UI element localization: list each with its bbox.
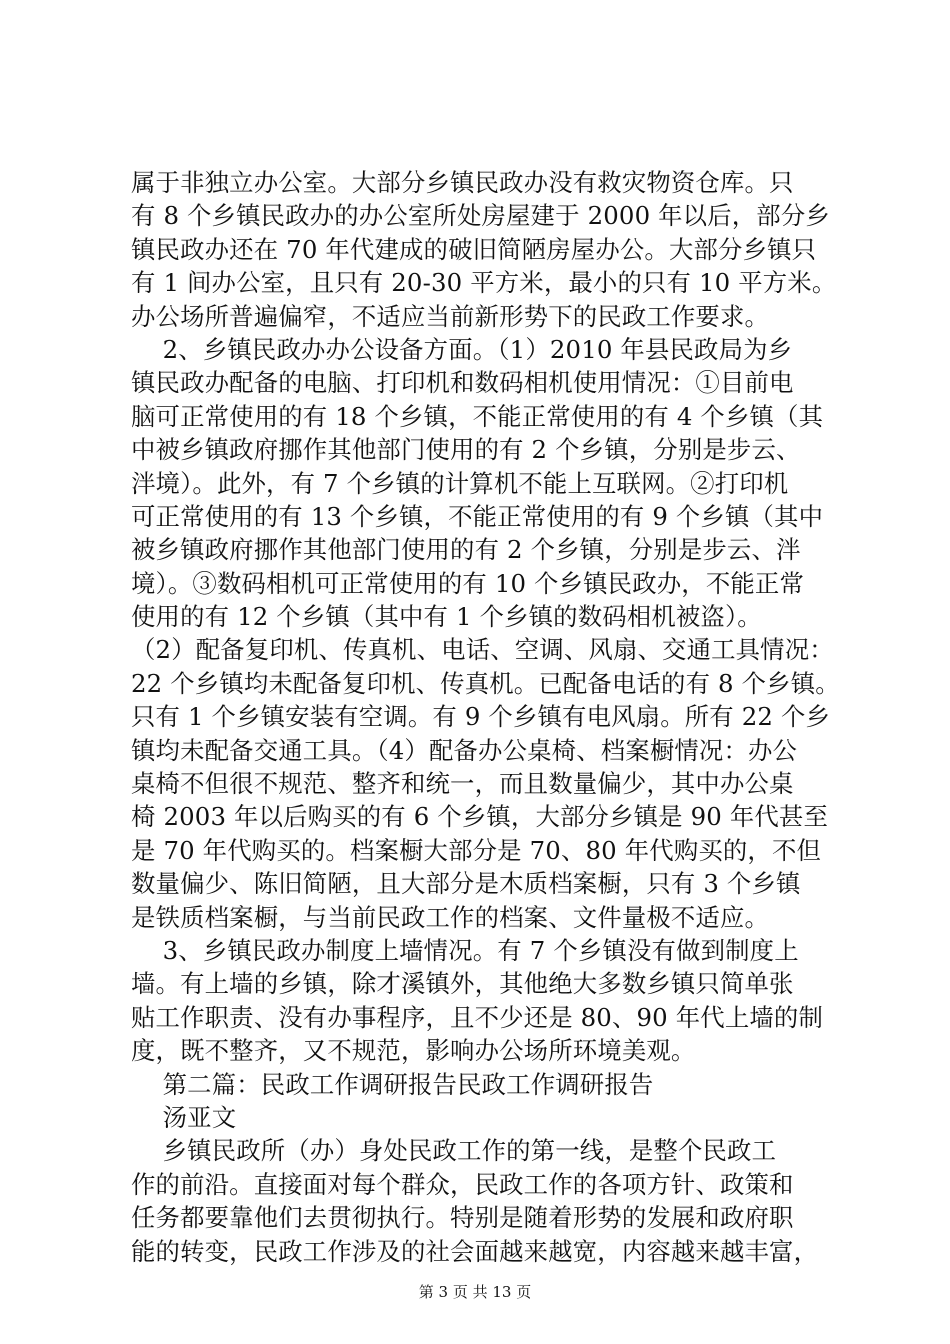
text-line: 乡镇民政所（办）身处民政工作的第一线，是整个民政工	[131, 1136, 777, 1166]
text-line: 镇民政办还在 70 年代建成的破旧简陋房屋办公。大部分乡镇只	[131, 234, 817, 264]
text-line: 22 个乡镇均未配备复印机、传真机。已配备电话的有 8 个乡镇。	[131, 668, 840, 698]
text-line: 墙。有上墙的乡镇，除才溪镇外，其他绝大多数乡镇只简单张	[131, 969, 794, 999]
text-line: 镇民政办配备的电脑、打印机和数码相机使用情况：①目前电	[131, 368, 794, 398]
text-line: 2、乡镇民政办办公设备方面。（1）2010 年县民政局为乡	[131, 334, 793, 364]
text-line: 可正常使用的有 13 个乡镇，不能正常使用的有 9 个乡镇（其中	[131, 501, 824, 531]
text-line: 是铁质档案橱，与当前民政工作的档案、文件量极不适应。	[131, 902, 770, 932]
text-line: 能的转变，民政工作涉及的社会面越来越宽，内容越来越丰富，	[131, 1236, 819, 1266]
text-line: 数量偏少、陈旧简陋，且大部分是木质档案橱，只有 3 个乡镇	[131, 869, 801, 899]
text-line: 中被乡镇政府挪作其他部门使用的有 2 个乡镇，分别是步云、	[131, 435, 801, 465]
text-line: 境）。③数码相机可正常使用的有 10 个乡镇民政办，不能正常	[131, 568, 805, 598]
text-line: 泮境）。此外，有 7 个乡镇的计算机不能上互联网。②打印机	[131, 468, 789, 498]
text-line: 只有 1 个乡镇安装有空调。有 9 个乡镇有电风扇。所有 22 个乡	[131, 702, 831, 732]
text-line: 桌椅不但很不规范、整齐和统一，而且数量偏少，其中办公桌	[131, 769, 794, 799]
text-line: 作的前沿。直接面对每个群众，民政工作的各项方针、政策和	[131, 1169, 794, 1199]
text-line: 是 70 年代购买的。档案橱大部分是 70、80 年代购买的，不但	[131, 835, 822, 865]
text-line: （2）配备复印机、传真机、电话、空调、风扇、交通工具情况：	[131, 635, 834, 665]
text-line: 贴工作职责、没有办事程序，且不少还是 80、90 年代上墙的制	[131, 1002, 823, 1032]
page-number-footer: 第 3 页 共 13 页	[418, 1283, 532, 1301]
text-line: 有 1 间办公室，且只有 20-30 平方米，最小的只有 10 平方米。	[131, 268, 837, 298]
text-line: 办公场所普遍偏窄，不适应当前新形势下的民政工作要求。	[131, 301, 770, 331]
text-line: 脑可正常使用的有 18 个乡镇，不能正常使用的有 4 个乡镇（其	[131, 401, 824, 431]
text-line: 度，既不整齐，又不规范，影响办公场所环境美观。	[131, 1036, 696, 1066]
text-line: 椅 2003 年以后购买的有 6 个乡镇，大部分乡镇是 90 年代甚至	[131, 802, 828, 832]
text-line: 有 8 个乡镇民政办的办公室所处房屋建于 2000 年以后，部分乡	[131, 201, 830, 231]
text-line: 被乡镇政府挪作其他部门使用的有 2 个乡镇，分别是步云、泮	[131, 535, 801, 565]
document-body	[131, 166, 840, 1268]
text-line: 镇均未配备交通工具。（4）配备办公桌椅、档案橱情况：办公	[131, 735, 798, 765]
text-line: 任务都要靠他们去贯彻执行。特别是随着形势的发展和政府职	[131, 1203, 794, 1233]
text-line: 3、乡镇民政办制度上墙情况。有 7 个乡镇没有做到制度上	[131, 935, 799, 965]
author-line: 汤亚文	[131, 1102, 237, 1132]
text-line: 属于非独立办公室。大部分乡镇民政办没有救灾物资仓库。只	[131, 168, 794, 197]
text-line: 使用的有 12 个乡镇（其中有 1 个乡镇的数码相机被盗）。	[131, 602, 762, 632]
section-heading: 第二篇：民政工作调研报告民政工作调研报告	[131, 1069, 654, 1099]
